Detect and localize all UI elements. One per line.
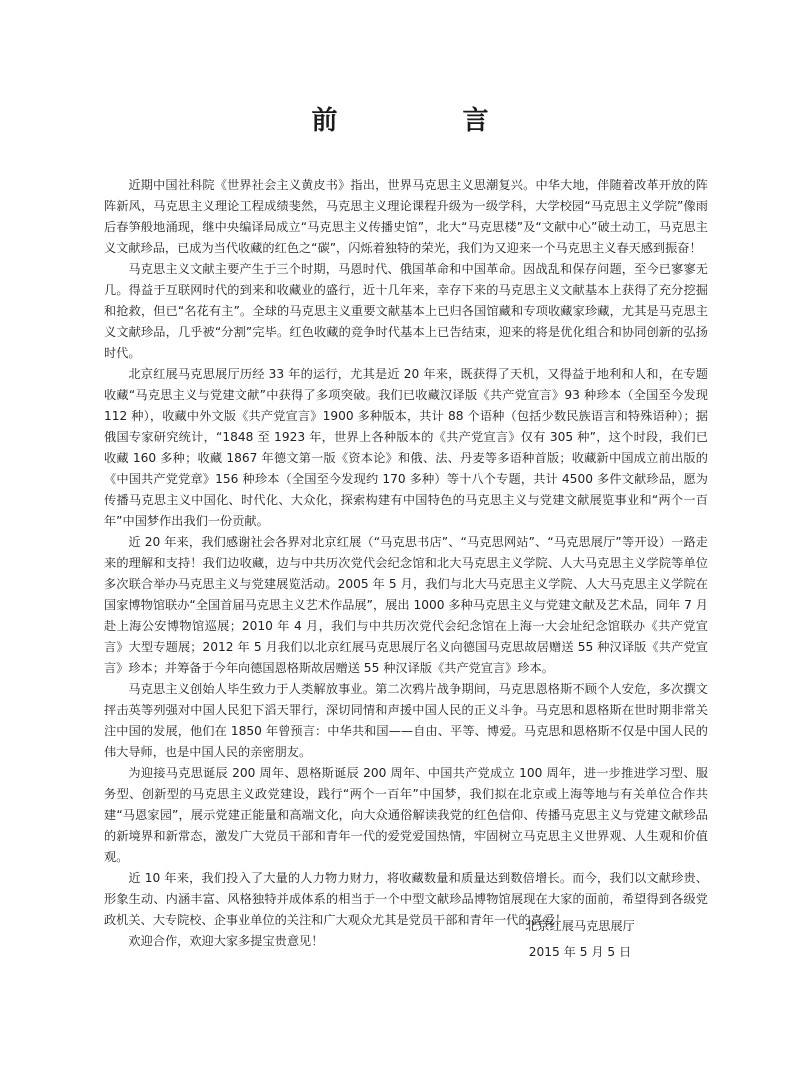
paragraph-5: 马克思主义创始人毕生致力于人类解放事业。第二次鸦片战争期间，马克思恩格斯不顾个人安危，多次撰文抨击英等列强对中国人民犯下滔天罪行，深切同情和声援中国人民的正义斗争。马克思和恩格斯在世时期非常关注中国的发展，他们在 1850 年曾预言：中华共和国——自由、平等、博爱。马克思和恩格斯不仅是中国人民的伟大导师，也是中国人民的亲密朋友。 xyxy=(104,682,708,759)
paragraph-7: 近 10 年来，我们投入了大量的人力物力财力，将收藏数量和质量达到数倍增长。而今，我们以文献珍贵、形象生动、内涵丰富、风格独特并成体系的相当于一个中型文献珍品博物馆展现在大家的面前，希望得到各级党政机关、大专院校、企事业单位的关注和广大观众尤其是党员干部和青年一代的喜爱！ xyxy=(104,871,708,927)
signature-date: 2015 年 5 月 5 日 xyxy=(528,945,632,959)
paragraph-3: 北京红展马克思展厅历经 33 年的运行，尤其是近 20 年来，既获得了天机，又得益于地利和人和，在专题收藏“马克思主义与党建文献”中获得了多项突破。我们已收藏汉译版《共产党宣言》93 种珍本（全国至今发现 112 种），收藏中外文版《共产党宣言》1900 多种版本，共计 88 个语种（包括少数民族语言和特殊语种）；据俄国专家研究统计，“1848 至 1923 年，世界上各种版本的《共产党宣言》仅有 305 种”，这个时段，我们已收藏 160 多种；收藏 1867 年德文第一版《资本论》和俄、法、丹麦等多语种首版；收藏新中国成立前出版的《中国共产党党章》156 种珍本（全国至今发现约 170 多种）等十八个专题，共计 4500 多件文献珍品，愿为传播马克思主义中国化、时代化、大众化，探索构建有中国特色的马克思主义与党建文献展览事业和“两个一百年”中国梦作出我们一份贡献。 xyxy=(104,367,708,528)
paragraph-4: 近 20 年来，我们感谢社会各界对北京红展（“马克思书店”、“马克思网站”、“马克思展厅”等开设）一路走来的理解和支持！我们边收藏，边与中共历次党代会纪念馆和北大马克思主义学院、人大马克思主义学院等单位多次联合举办马克思主义与党建展览活动。2005 年 5 月，我们与北大马克思主义学院、人大马克思主义学院在国家博物馆联办“全国首届马克思主义艺术作品展”，展出 1000 多种马克思主义与党建文献及艺术品，同年 7 月赴上海公安博物馆巡展；2010 年 4 月，我们与中共历次党代会纪念馆在上海一大会址纪念馆联办《共产党宣言》大型专题展；2012 年 5 月我们以北京红展马克思展厅名义向德国马克思故居赠送 55 种汉译版《共产党宣言》珍本；并筹备于今年向德国恩格斯故居赠送 55 种汉译版《共产党宣言》珍本。 xyxy=(104,535,708,675)
paragraph-6: 为迎接马克思诞辰 200 周年、恩格斯诞辰 200 周年、中国共产党成立 100 周年，进一步推进学习型、服务型、创新型的马克思主义政党建设，践行“两个一百年”中国梦，我们拟在北京或上海等地与有关单位合作共建“马恩家园”，展示党建正能量和高端文化，向大众通俗解读我党的红色信仰、传播马克思主义与党建文献珍品的新境界和新常态，激发广大党员干部和青年一代的爱党爱国热情，牢固树立马克思主义世界观、人生观和价值观。 xyxy=(104,766,708,864)
preface-body xyxy=(104,175,708,952)
paragraph-1: 近期中国社科院《世界社会主义黄皮书》指出，世界马克思主义思潮复兴。中华大地，伴随着改革开放的阵阵新风，马克思主义理论工程成绩斐然，马克思主义理论课程升级为一级学科，大学校园“马克思主义学院”像雨后春笋般地涌现，继中央编译局成立“马克思主义传播史馆”，北大“马克思楼”及“文献中心”破土动工，马克思主义文献珍品，已成为当代收藏的红色之“碳”，闪烁着独特的荣光，我们为又迎来一个马克思主义春天感到振奋！ xyxy=(104,178,708,255)
paragraph-8: 欢迎合作，欢迎大家多提宝贵意见！ xyxy=(128,934,324,948)
paragraph-2: 马克思主义文献主要产生于三个时期，马恩时代、俄国革命和中国革命。因战乱和保存问题，至今已寥寥无几。得益于互联网时代的到来和收藏业的盛行，近十几年来，幸存下来的马克思主义文献基本上获得了充分挖掘和抢救，但已“名花有主”。全球的马克思主义重要文献基本上已归各国馆藏和专项收藏家珍藏，尤其是马克思主义文献珍品，几乎被“分割”完毕。红色收藏的竞争时代基本上已告结束，迎来的将是优化组合和协同创新的弘扬时代。 xyxy=(104,262,708,360)
page-title: 前 言 xyxy=(311,106,547,136)
signature-organization: 北京红展马克思展厅 xyxy=(525,919,635,933)
